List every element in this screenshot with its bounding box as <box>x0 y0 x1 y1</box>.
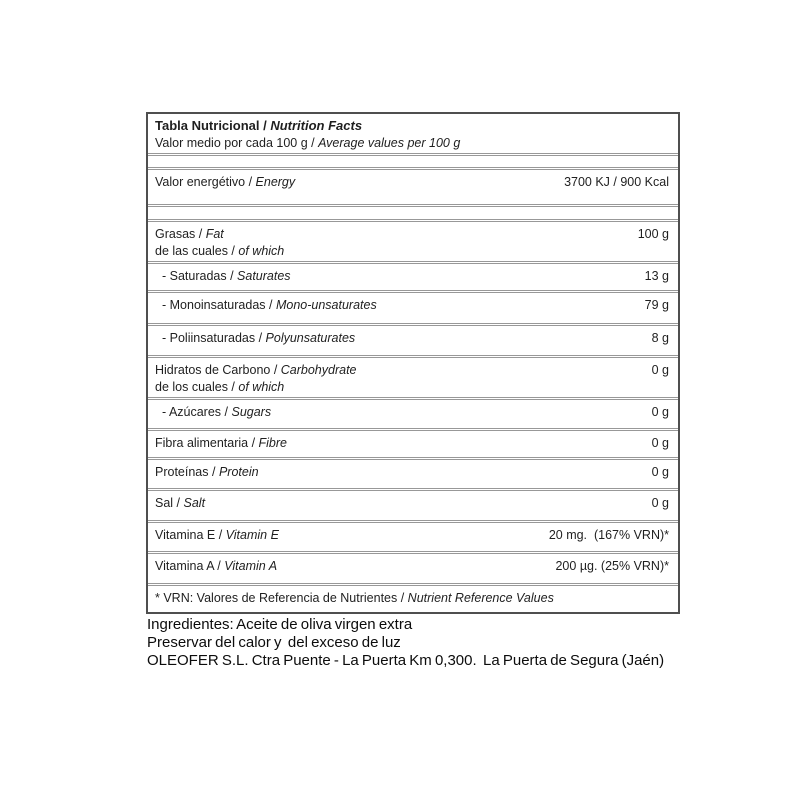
nutrient-label: - Saturadas / Saturates <box>162 269 291 283</box>
storage-line: Preservar del calor y del exceso de luz <box>147 634 401 651</box>
table-row <box>148 263 678 291</box>
nutrient-label: Tabla Nutricional / Nutrition Facts Valor medio por cada 100 g / Average values per 100 g <box>155 118 461 150</box>
table-row <box>148 357 678 398</box>
nutrient-label: * VRN: Valores de Referencia de Nutrientes / Nutrient Reference Values <box>155 591 554 605</box>
table-row <box>148 585 678 612</box>
nutrient-value: 0 g <box>651 436 669 450</box>
nutrient-value: 8 g <box>651 331 669 345</box>
table-row <box>148 459 678 489</box>
table-row <box>148 114 678 154</box>
nutrition-table <box>146 112 680 614</box>
table-row <box>148 522 678 552</box>
table-row <box>148 221 678 262</box>
spacer-row <box>148 206 678 220</box>
producer-line: OLEOFER S.L. Ctra Puente - La Puerta Km 0,300. La Puerta de Segura (Jaén) <box>147 652 665 669</box>
ingredients-line: Ingredientes: Aceite de oliva virgen extra <box>147 616 413 633</box>
nutrient-label: Vitamina A / Vitamin A <box>155 559 278 573</box>
spacer-row <box>148 155 678 168</box>
nutrient-label: Grasas / Fat de las cuales / of which <box>155 227 285 258</box>
table-row <box>148 553 678 584</box>
table-row <box>148 399 678 429</box>
product-info <box>147 616 727 670</box>
nutrient-value: 79 g <box>644 298 669 312</box>
nutrient-value: 100 g <box>637 227 669 241</box>
nutrient-label: Fibra alimentaria / Fibre <box>155 436 287 450</box>
nutrient-label: Proteínas / Protein <box>155 465 259 479</box>
nutrient-label: - Azúcares / Sugars <box>162 405 272 419</box>
nutrient-label: Sal / Salt <box>155 496 206 510</box>
nutrient-label: - Monoinsaturadas / Mono-unsaturates <box>162 298 377 312</box>
nutrient-label: - Poliinsaturadas / Polyunsaturates <box>162 331 356 345</box>
nutrient-value: 0 g <box>651 363 669 377</box>
nutrient-value: 200 µg. (25% VRN)* <box>555 559 669 573</box>
nutrient-value: 0 g <box>651 465 669 479</box>
table-row <box>148 325 678 356</box>
nutrient-value: 20 mg. (167% VRN)* <box>548 528 669 542</box>
table-row <box>148 430 678 458</box>
nutrient-value: 3700 KJ / 900 Kcal <box>564 175 669 189</box>
nutrient-value: 13 g <box>644 269 669 283</box>
table-row <box>148 169 678 205</box>
table-row <box>148 490 678 521</box>
nutrient-label: Valor energétivo / Energy <box>155 175 296 189</box>
table-row <box>148 292 678 324</box>
nutrient-value: 0 g <box>651 405 669 419</box>
nutrient-label: Hidratos de Carbono / Carbohydrate de los cuales / of which <box>155 363 357 394</box>
nutrient-value: 0 g <box>651 496 669 510</box>
nutrient-label: Vitamina E / Vitamin E <box>155 528 279 542</box>
